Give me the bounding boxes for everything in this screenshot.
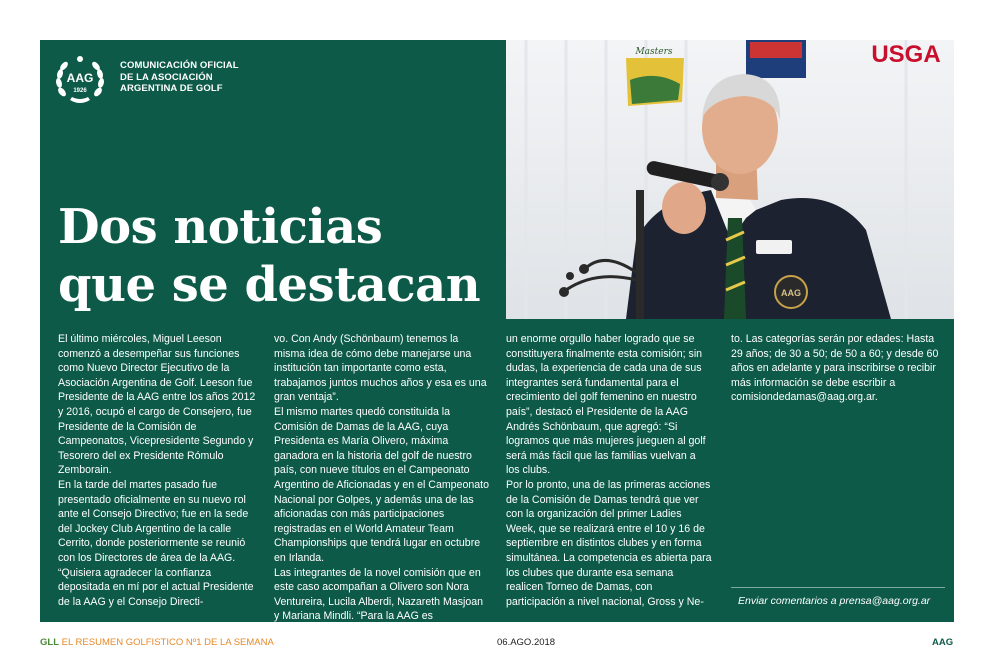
paragraph: El último miércoles, Miguel Leeson comenzó a desempeñar sus funciones como Nuevo Director Ejecutivo de la Asociación Argentina de Golf. Leeson fue Presidente de la AAG entre los años 2012 y 2016, ocupó el cargo de Consejero, fue Presidente de la Comisión de Campeonatos, Vicepresidente Segundo y Tesorero del ex Presidente Rómulo Zemborain. [58,333,256,477]
paragraph: un enorme orgullo haber logrado que se constituyera finalmente esta comisión; sin dudas, la experiencia de cada una de sus integrantes será fundamental para el crecimiento del golf femenino en nuestro país”, destacó el Presidente de la AAG Andrés Schönbaum, que agregó: “Si logramos que más mujeres jueguen al golf será más fácil que las familias vuelvan a los clubs. [506,333,706,477]
footer-tagline: EL RESUMEN GOLFISTICO Nº1 DE LA SEMANA [59,637,274,648]
footer-brand-name: GLL [40,637,59,648]
divider [731,587,945,588]
paragraph: vo. Con Andy (Schönbaum) tenemos la misma idea de cómo debe manejarse una institución tan importante como esta, trabajamos juntos muchos años y esa es una gran ventaja”. [274,333,487,404]
svg-text:1926: 1926 [73,88,87,94]
headline [58,198,503,314]
footer-date: 06.AGO.2018 [497,637,556,648]
headline-line-1: Dos noticias [58,199,383,255]
org-description [120,60,239,95]
aag-logo [52,52,108,108]
footer-brand [40,637,274,648]
article-column-3 [506,332,712,609]
org-line-1: COMUNICACIÓN OFICIAL [120,60,239,71]
paragraph: Las integrantes de la novel comisión que en este caso acompañan a Olivero son Nora Ventureira, Lucila Alberdi, Nazareth Masjoan y Mariana Mindli. “Para la AAG es [274,566,484,623]
paragraph: El mismo martes quedó constituida la Comisión de Damas de la AAG, cuya Presidenta es María Olivero, máxima ganadora en la historia del golf de nuestro país, con nueve títulos en el Campeonato Argentino de Aficionadas y en el Campeonato Nacional por Golpes, y además una de las aficionadas con más participaciones registradas en el World Amateur Team Championships que tendrá lugar en octubre en Irlanda. [274,405,489,564]
article-column-1 [58,332,258,609]
footer-right-label: AAG [932,637,954,648]
article-column-2 [274,332,490,624]
send-comments-link[interactable]: Enviar comentarios a prensa@aag.org.ar [738,595,931,607]
paragraph: En la tarde del martes pasado fue presentado oficialmente en su nuevo rol ante el Consejo Directivo; fue en la sede del Jockey Club Argentino de la calle Cerrito, donde posteriormente se reunió con los Directores de área de la AAG. “Quisiera agradecer la confianza depositada en mí por el actual Presidente de la AAG y el Consejo Directi- [58,478,254,608]
paragraph: to. Las categorías serán por edades: Hasta 29 años; de 30 a 50; de 50 a 60; y desde 60 años en adelante y para inscribirse o recibir más información se debe escribir a comisiondedamas@aag.org.ar. [731,333,939,404]
svg-text:Masters: Masters [635,47,673,57]
paragraph: Por lo pronto, una de las primeras acciones de la Comisión de Damas tendrá que ver con la organización del primer Ladies Week, que se realizará entre el 10 y 16 de septiembre en distintos clubes y en forma simultánea. La competencia es abierta para los clubes que durante esa semana realicen Torneo de Damas, con participación a nivel nacional, Gross y Ne- [506,478,712,608]
headline-line-2: que se destacan [58,257,481,313]
org-line-2: DE LA ASOCIACIÓN [120,71,213,83]
svg-text:AAG: AAG [66,71,94,85]
org-line-3: ARGENTINA DE GOLF [120,83,223,94]
svg-text:AAG: AAG [781,288,801,298]
usga-logo: USGA [871,41,941,68]
article-column-4 [731,332,941,405]
speaker-photo [506,40,954,319]
